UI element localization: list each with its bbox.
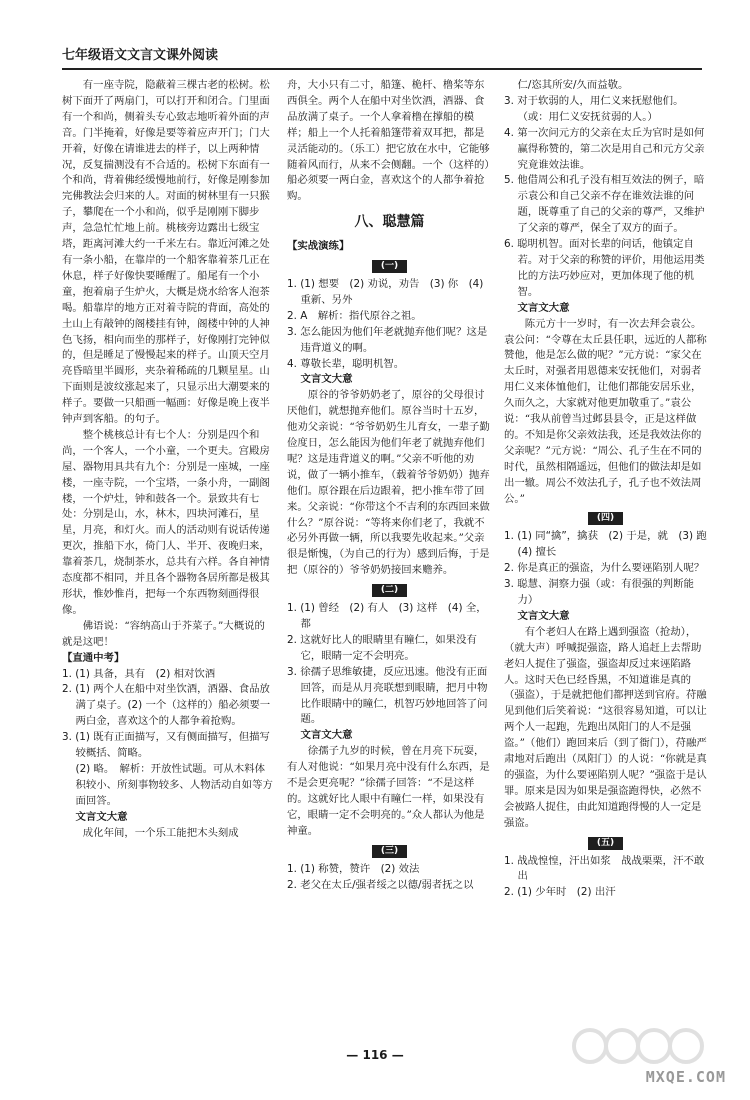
subsection-heading: 文言文大意 [517, 301, 570, 314]
text-paragraph: 徐孺子九岁的时候，曾在月亮下玩耍，有人对他说：“如果月亮中没有什么东西，是不是会更亮呢？”徐孺子回答：“不是这样的。这就好比人眼中有瞳仁一样，如果没有它，眼睛一定不会明亮的。”众人都认为他是神童。 [287, 745, 490, 837]
text-paragraph: 2. 老父在太丘/强者绥之以德/弱者抚之以 [287, 878, 474, 891]
text-paragraph: 整个桃核总计有七个人：分别是四个和尚，一个客人，一个小童，一个更夫。宫殿房屋、器物用具共有九个：分别是一座城，一座楼，一座寺院，一个宝塔，一条小舟，一副阁楼，一个炉灶，钟和鼓各一个。景致共有七处：分别是山，水，林木，四块河滩石，星星，月亮，和灯火。而人的活动则有说话传递更次，推船下水，倚门人、半开、夜晚归来，靠着茶几，烧制茶水，总共有六样。各自神情态度都不相同，并且各个器物各居所都是极其形状，惟妙惟肖，把每一个东西物刻画得很像。 [62, 428, 270, 616]
text-paragraph: 舟，大小只有二寸，船篷、桅杆、橹桨等东西俱全。两个人在船中对坐饮酒，酒器、食品放满了桌子。一个人拿着橹在撑船的模样；船上一个人托着船篷带着双耳把，都是灵活能动的。（乐工）把它放在水中，它能够随着风而行，从来不会侧翻。一个（这样的）船必须要一两白金，喜欢这个的人都争着抢购。 [287, 79, 490, 203]
text-paragraph: 3. 徐孺子思维敏捷，反应迅速。他没有正面回答，而是从月亮联想到眼睛，把月中物比作眼睛中的瞳仁，机智巧妙地回答了问题。 [287, 665, 488, 726]
section-badge-wrap [504, 835, 707, 851]
column-right [504, 78, 718, 901]
text-paragraph: 2. (1) 两个人在船中对坐饮酒，酒器、食品放满了桌子。(2) 一个（这样的）船必须要一两白金，喜欢这个的人都争着抢购。 [62, 683, 271, 728]
text-paragraph: 2. A 解析：指代原谷之祖。 [287, 309, 422, 322]
section-number-badge: (一) [372, 260, 407, 273]
section-number-badge: (三) [372, 845, 407, 858]
text-paragraph: 6. 聪明机智。面对长辈的问话，他镇定自若。对于父亲的称赞的评价，用他运用类比的方法巧妙应对，更加体现了他的机智。 [504, 238, 705, 298]
text-paragraph: 1. (1) 具备，具有 (2) 相对饮酒 [62, 667, 216, 680]
subsection-heading: 文言文大意 [300, 373, 353, 386]
section-number-badge: (四) [588, 512, 623, 525]
section-number-badge: (五) [588, 837, 623, 850]
subsection-heading: 文言文大意 [300, 729, 353, 742]
header-title: 七年级语文文言文课外阅读 [62, 48, 219, 63]
section-badge-wrap [287, 843, 492, 859]
text-paragraph: 5. 他借周公和孔子没有相互效法的例子，暗示袁公和自己父亲不存在谁效法谁的问题，既尊重了自己的父亲的尊严，又维护了父亲的尊严，保全了双方的面子。 [504, 174, 705, 235]
text-paragraph: 4. 尊敬长辈，聪明机智。 [287, 357, 405, 370]
text-paragraph: 2. 你是真正的强盗，为什么要诬陷别人呢？ [504, 562, 705, 575]
column-middle [287, 78, 492, 893]
subsection-heading: 【实战演练】 [287, 240, 350, 253]
page-number: — 116 — [346, 1048, 404, 1062]
section-badge-wrap [504, 510, 707, 526]
text-paragraph: 1. (1) 想要 (2) 劝说，劝告 (3) 你 (4) 重新、另外 [287, 277, 484, 306]
text-paragraph: 3. 聪慧、洞察力强（或：有很强的判断能力） [504, 578, 694, 606]
text-paragraph: 佛语说：“容纳高山于芥菜子。”大概说的就是这吧！ [62, 619, 265, 648]
text-paragraph: 3. 对于软弱的人，用仁义来抚慰他们。（或：用仁义安抚贫弱的人。） [504, 94, 684, 123]
text-paragraph: 1. (1) 称赞，赞许 (2) 效法 [287, 862, 420, 875]
text-paragraph: (2) 略。 解析：开放性试题。可从木料体积较小、所刻事物较多、人物活动自如等方面回答。 [75, 762, 273, 807]
watermark-text: MXQE.COM [645, 1068, 726, 1086]
text-paragraph: 1. (1) 曾经 (2) 有人 (3) 这样 (4) 全，都 [287, 602, 487, 630]
text-paragraph: 3. (1) 既有正面描写，又有侧面描写，但描写较概括、简略。 [62, 731, 270, 760]
column-left [62, 78, 275, 842]
text-paragraph: 有一座寺院，隐蔽着三棵古老的松树。松树下面开了两扇门，可以打开和闭合。门里面有一个和尚，侧着头专心致志地听着外面的声音。门半掩着，好像是要等着应声开门；门大开着，好像在请谁进去的样子，以上两种情况，反复揣测没有不合适的。松树下东面有一个和尚，背着佛经缓慢地前行，好像是刚参加完佛教法会归来的人。对面的树林里有一只猴子，攀爬在一个小和尚，似乎是刚刚下脚步声，急急忙忙地上前。桃核旁边露出七级宝塔，距离河滩大约一千米左右。靠近河滩之处有一条小船，在靠岸的一个船客靠着茶几正在休息，样子好像快要睡醒了。船尾有一个小童，抱着扇子生炉火，大概是烧水给客人泡茶喝。船靠岸的地方正对着寺院的背面，高处的土山上有敲钟的阁楼挂有钟，阁楼中钟的人神色飞扬，相向而坐的那样子，好像刚打完钟似的，但是睡足了慢慢起来的样子。山顶天空月亮昏暗里半圆形，夹杂着稀疏的几颗星星。山下面则是波纹涨起来了，只显示出大潮要来的样子。要做一只船画一幅画：好像是晚上夜半钟声到客船。的句子。 [62, 79, 270, 426]
subsection-heading: 文言文大意 [75, 810, 128, 823]
section-number-badge: (二) [372, 584, 407, 597]
text-paragraph: 1. (1) 同“擒”，擒获 (2) 于是，就 (3) 跑 (4) 擅长 [504, 530, 718, 559]
text-paragraph: 成化年间，一个乐工能把木头刻成 [82, 826, 239, 839]
text-paragraph: 陈元方十一岁时，有一次去拜会袁公。袁公问：“令尊在太丘县任职，远近的人都称赞他，他是怎么做的呢？”元方说：“家父在太丘时，对强者用恩德来安抚他们，对弱者用仁义来体恤他们，让他们都能安居乐业，久而久之，大家就对他更加敬重了。”袁公说：“我从前曾当过邺县县令，正是这样做的。不知是你父亲效法我，还是我效法你的父亲呢？”元方说：“周公、孔子生在不同的时代，虽然相隔遥远，但他们的做法却是如出一辙。周公不效法孔子，孔子也不效法周公。” [504, 317, 707, 505]
text-paragraph: 1. 战战惶惶，汗出如浆 战战栗栗，汗不敢出 [504, 854, 705, 883]
section-title: 八、聪慧篇 [354, 214, 425, 231]
text-paragraph: 3. 怎么能因为他们年老就抛弃他们呢？这是违背道义的啊。 [287, 325, 488, 354]
text-paragraph: 原谷的爷爷奶奶老了，原谷的父母很讨厌他们，就想抛弃他们。原谷当时十五岁，他劝父亲说：“爷爷奶奶生儿育女，一辈子勤俭度日，怎么能因为他们年老了就抛弃他们呢？这是违背道义的啊。”父亲不听他的劝说，做了一辆小推车，（载着爷爷奶奶）抛弃他们。原谷跟在后边跟着，把小推车带了回来。父亲说：“你带这个不吉利的东西回来做什么？”原谷说：“等将来你们老了，我就不必另外再做一辆，所以我要先收起来。”父亲很是惭愧，（为自己的行为）感到后悔，于是把（原谷的）爷爷奶奶接回来赡养。 [287, 389, 490, 577]
section-badge-wrap [287, 258, 492, 274]
subsection-heading: 文言文大意 [517, 609, 570, 622]
subsection-heading: 【直通中考】 [62, 651, 125, 664]
text-paragraph: 2. (1) 少年时 (2) 出汗 [504, 886, 616, 899]
text-paragraph: 4. 第一次问元方的父亲在太丘为官时是如何赢得称赞的，第二次是用自己和元方父亲究竟谁效法谁。 [504, 126, 705, 171]
text-paragraph: 2. 这就好比人的眼睛里有瞳仁，如果没有它，眼睛一定不会明亮。 [287, 633, 477, 662]
text-paragraph: 仁/恣其所安/久而益敬。 [517, 79, 629, 91]
section-badge-wrap [287, 582, 492, 598]
running-header [62, 44, 702, 70]
text-paragraph: 有个老妇人在路上遇到强盗（抢劫），（就大声）呼喊捉强盗，路人追赶上去帮助老妇人捉住了强盗，强盗却反过来诬陷路人。这时天色已经昏黑，不知道谁是真的（强盗），于是就把他们都押送到官府。苻融见到他们后笑着说：“这很容易知道，可以让两个人一起跑，先跑出凤阳门的人不是强盗。”（他们）跑回来后（到了衙门），苻融严肃地对后跑出（凤阳门）的人说：“你就是真的强盗，为什么要诬陷别人呢？”强盗于是认罪。原来是因为如果是强盗跑得快，必然不会被路人捉住，由此知道跑得慢的人一定是强盗。 [504, 625, 707, 829]
